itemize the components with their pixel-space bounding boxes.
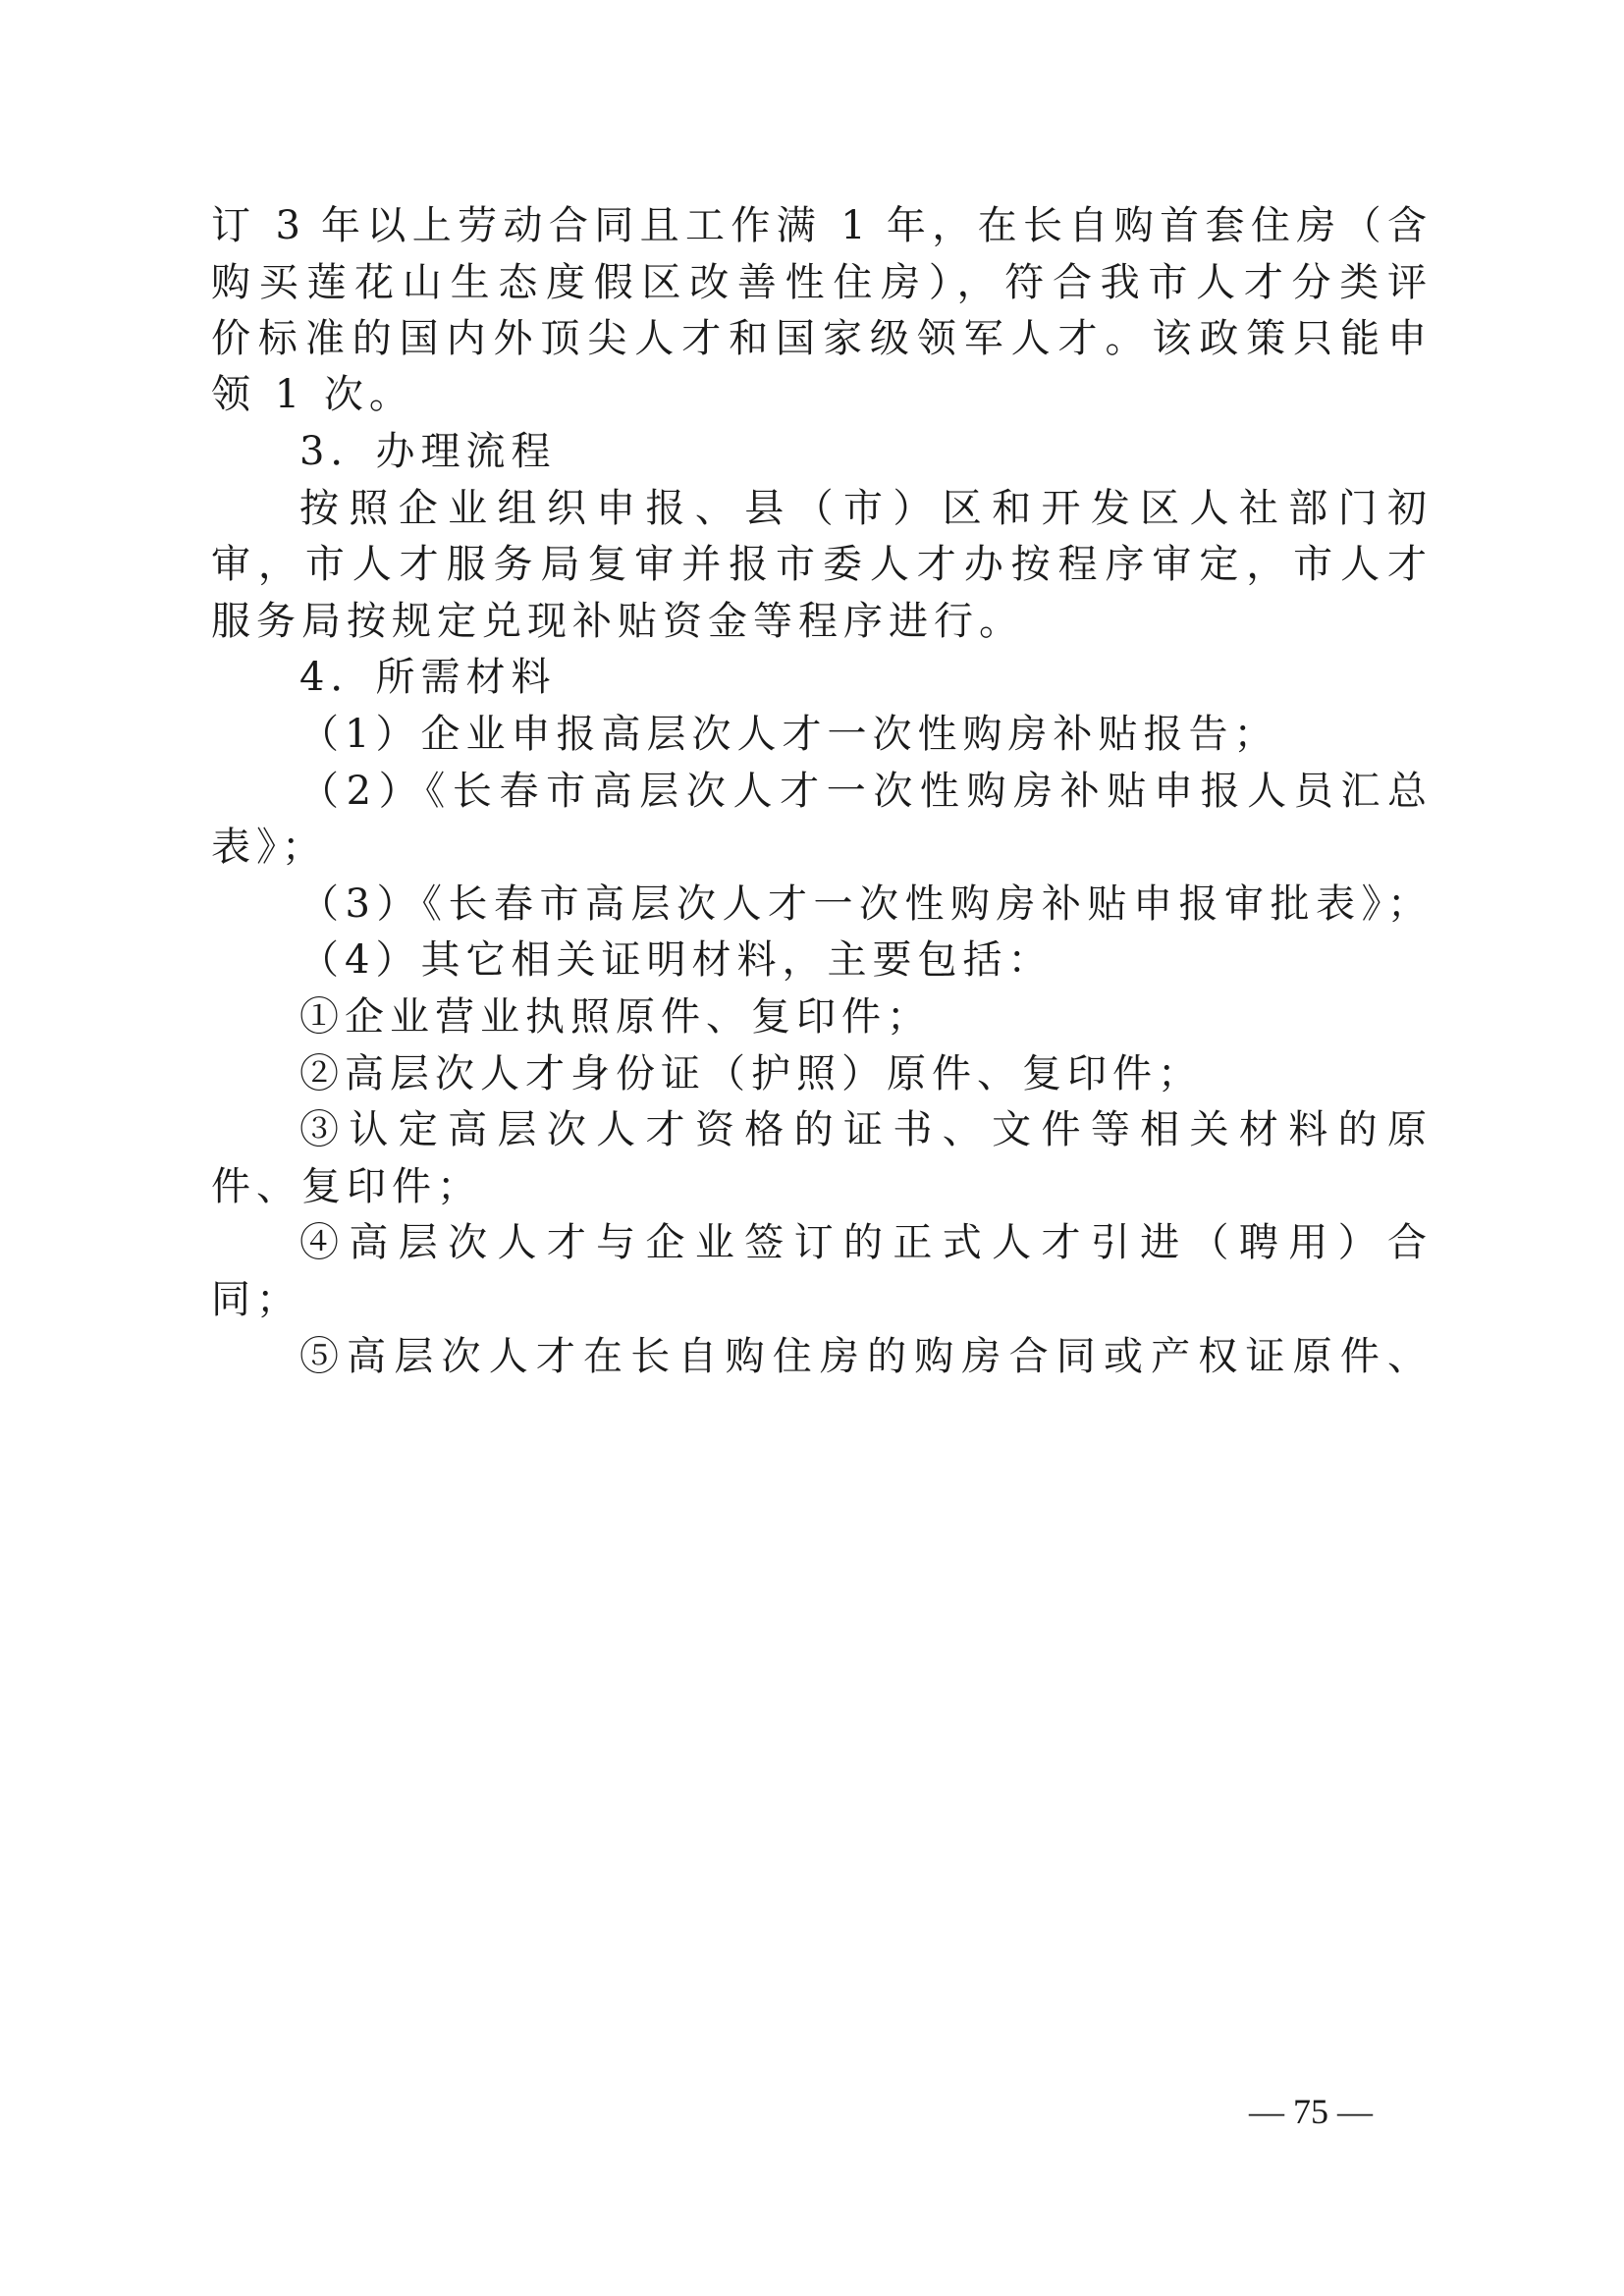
list-item-4-text: （4）其它相关证明材料，主要包括： [299, 937, 1054, 983]
sub-item-3-text: ③认定高层次人才资格的证书、文件等相关材料的原 [299, 1107, 1429, 1152]
text-line-2-content: 购买莲花山生态度假区改善性住房），符合我市人才分类评 [211, 260, 1429, 305]
sub-item-1-text: ①企业营业执照原件、复印件； [299, 994, 932, 1040]
text-line-8-content: 服务局按规定兑现补贴资金等程序进行。 [211, 599, 1024, 644]
page-number: — 75 — [1249, 2092, 1373, 2131]
list-item-2-text: （2）《长春市高层次人才一次性购房补贴申报人员汇总 [299, 769, 1429, 814]
list-item-1-text: （1）企业申报高层次人才一次性购房补贴报告； [299, 712, 1279, 757]
text-line-3-content: 价标准的国内外顶尖人才和国家级领军人才。该政策只能申 [211, 316, 1429, 361]
text-line-1-content: 订 3 年以上劳动合同且工作满 1 年，在长自购首套住房（含 [211, 203, 1429, 248]
text-line-4-content: 领 1 次。 [211, 372, 414, 417]
list-item-2-continuation-text: 表》； [211, 825, 327, 870]
sub-item-3-continuation-text: 件、复印件； [211, 1164, 482, 1209]
sub-item-2-text: ②高层次人才身份证（护照）原件、复印件； [299, 1051, 1203, 1096]
list-item-3-text: （3）《长春市高层次人才一次性购房补贴申报审批表》； [299, 881, 1429, 927]
text-line-7-content: 审，市人才服务局复审并报市委人才办按程序审定，市人才 [211, 542, 1429, 587]
sub-item-4-continuation-text: 同； [211, 1277, 301, 1322]
section-heading-process-text: 3．办理流程 [299, 429, 557, 474]
text-line-6-content: 按照企业组织申报、县（市）区和开发区人社部门初 [299, 486, 1429, 531]
sub-item-4-text: ④高层次人才与企业签订的正式人才引进（聘用）合 [299, 1220, 1429, 1265]
sub-item-5-text: ⑤高层次人才在长自购住房的购房合同或产权证原件、 [299, 1334, 1429, 1379]
section-heading-materials-text: 4．所需材料 [299, 655, 557, 700]
